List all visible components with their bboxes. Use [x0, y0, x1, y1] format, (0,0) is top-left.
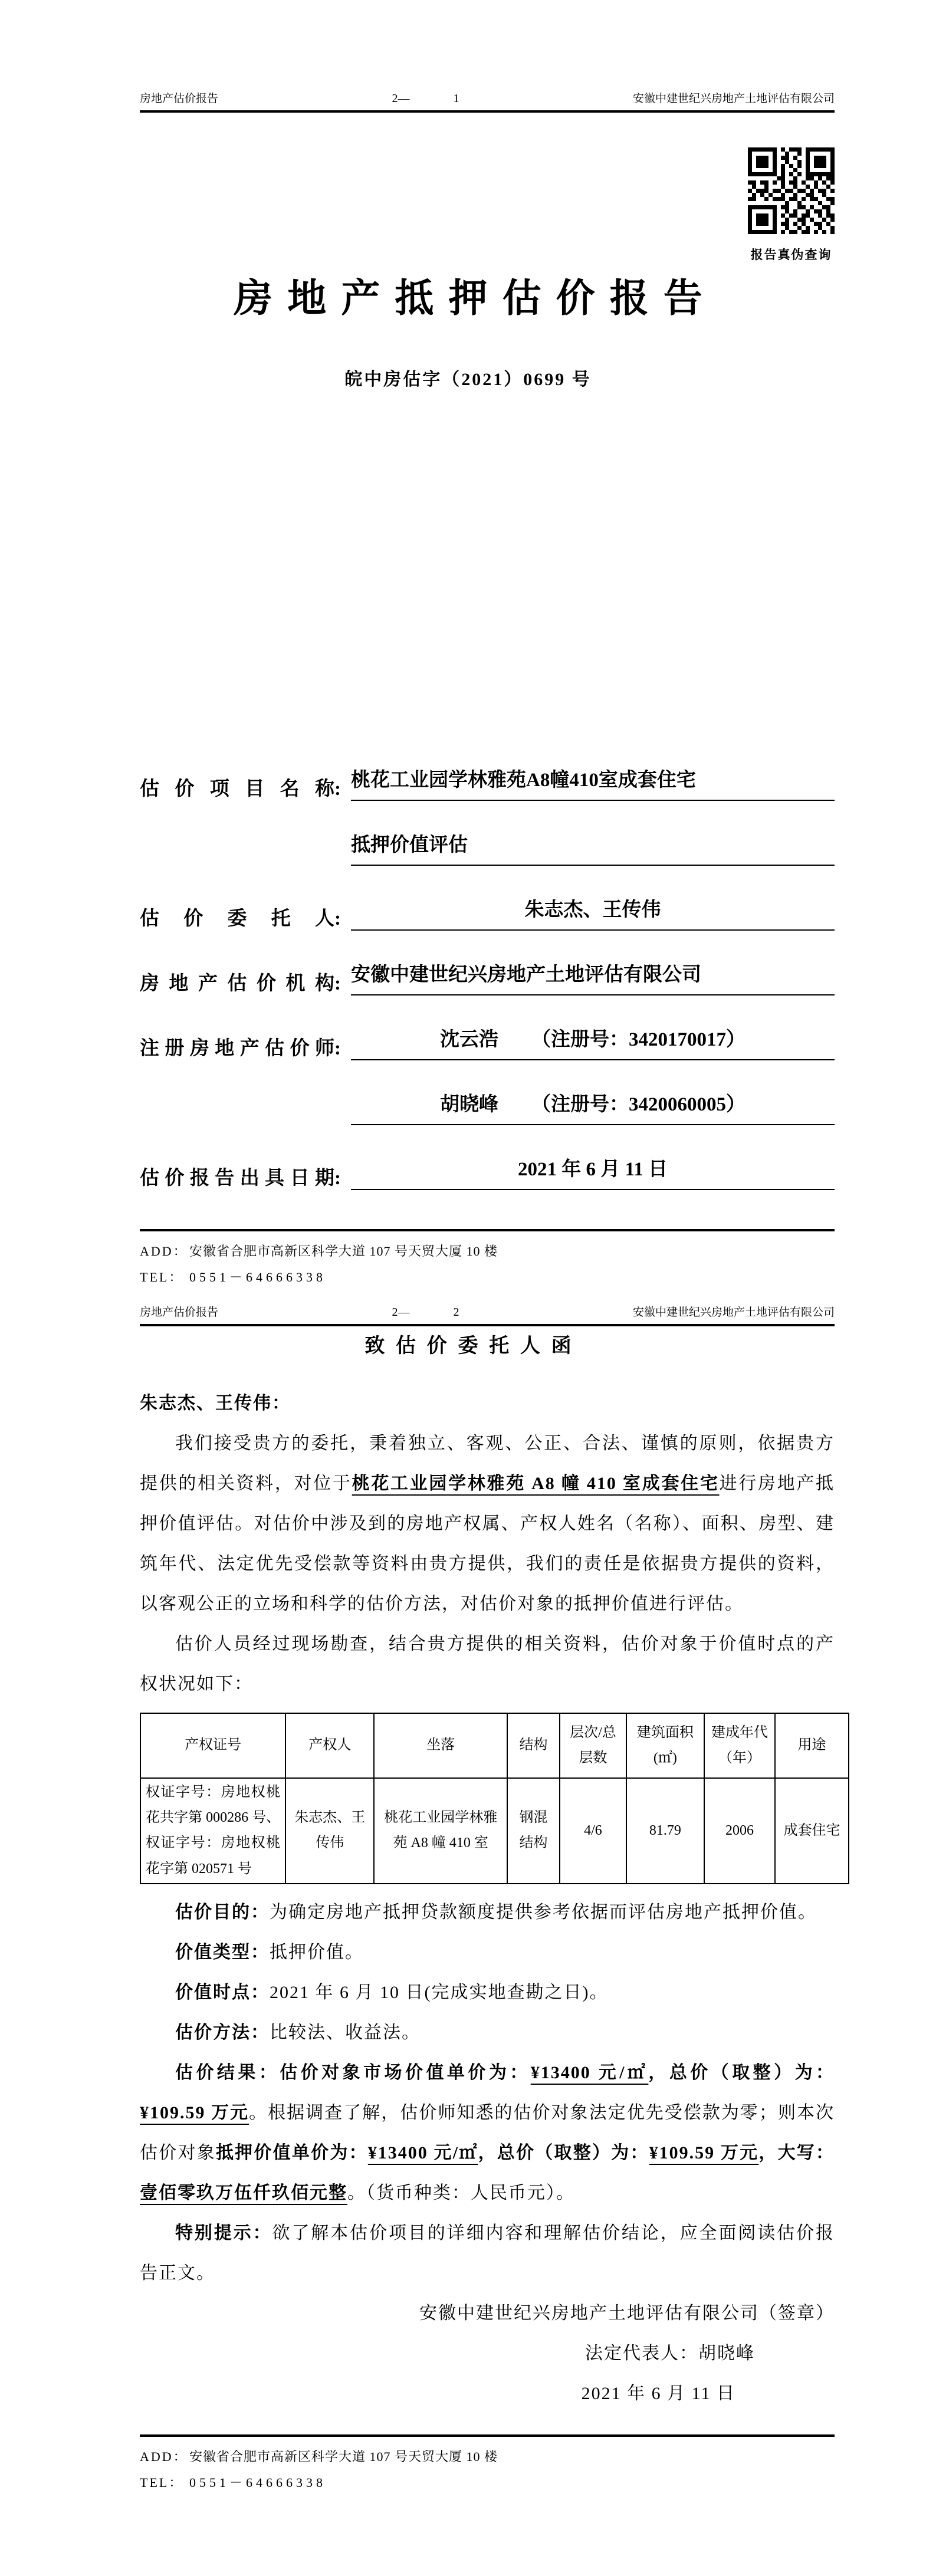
page-total: 2—	[392, 1306, 410, 1319]
field-report-date	[140, 1156, 835, 1190]
footer-address	[140, 2444, 835, 2470]
col-location: 坐落	[374, 1713, 507, 1778]
cell-floor: 4/6	[560, 1778, 626, 1884]
appraiser-reg-no: （注册号：3420060005）	[531, 1094, 745, 1115]
address-value: 安徽省合肥市高新区科学大道 107 号天贸大厦 10 楼	[189, 2449, 498, 2464]
signature-block	[140, 2294, 835, 2414]
col-certificate-no: 产权证号	[140, 1713, 285, 1778]
signature-company: 安徽中建世纪兴房地产土地评估有限公司（签章）	[419, 2303, 835, 2323]
item-label: 估价结果：	[175, 2062, 280, 2082]
item-value-date: 价值时点：2021 年 6 月 10 日(完成实地查勘之日)。	[175, 1982, 609, 2002]
letter-salutation: 朱志杰、王传伟：	[140, 1394, 291, 1413]
col-owner: 产权人	[285, 1713, 374, 1778]
field-value: 桃花工业园学林雅苑A8幢410室成套住宅	[351, 767, 835, 801]
field-client	[140, 896, 835, 931]
subject-property-highlight: 桃花工业园学林雅苑 A8 幢 410 室成套住宅	[352, 1474, 720, 1493]
qr-block	[748, 147, 835, 263]
letter-title: 致估价委托人函	[364, 1335, 583, 1357]
page-current: 1	[453, 92, 459, 105]
item-label: 估价目的：	[175, 1902, 270, 1922]
cover-fields	[140, 767, 835, 1221]
page2-footer	[140, 2434, 835, 2496]
running-header-company: 安徽中建世纪兴房地产土地评估有限公司	[632, 93, 835, 105]
telephone-value: 0551－64666338	[189, 1270, 327, 1284]
page2-running-header	[140, 1303, 835, 1326]
qr-caption: 报告真伪查询	[750, 248, 832, 262]
item-label: 价值时点：	[175, 1982, 270, 2002]
property-table	[140, 1713, 849, 1884]
footer-telephone	[140, 1264, 835, 1290]
field-project-name-line2	[140, 832, 835, 866]
col-usage: 用途	[775, 1713, 849, 1778]
item-special-note: 特别提示：欲了解本估价项目的详细内容和理解估价结论，应全面阅读估价报告正文。	[140, 2223, 835, 2283]
telephone-label: TEL：	[140, 2475, 184, 2490]
table-row	[140, 1778, 849, 1884]
field-label: 估价报告出具日期	[140, 1168, 334, 1189]
cell-structure: 钢混结构	[507, 1778, 560, 1884]
field-appraiser-1	[140, 1026, 835, 1060]
col-structure: 结构	[507, 1713, 560, 1778]
field-appraiser-2	[140, 1091, 835, 1125]
page-2	[0, 1302, 936, 2576]
letter-body	[140, 1384, 840, 2414]
total-price-value: ¥109.59 万元	[140, 2102, 249, 2122]
page-total: 2—	[392, 92, 410, 105]
appraiser-name: 胡晓峰	[440, 1094, 498, 1115]
field-colon: :	[334, 778, 341, 800]
letter-paragraph-1: 我们接受贵方的委托，秉着独立、客观、公正、合法、谨慎的原则，依据贵方提供的相关资料，对位于桃花工业园学林雅苑 A8 幢 410 室成套住宅进行房地产抵押价值评估。对估价中涉及到的房地产权属、产权人姓名（名称）、面积、房型、建筑年代、法定优先受偿款等资料由贵方提供，我们的责任是依据贵方提供的资料，以客观公正的立场和科学的估价方法，对估价对象的抵押价值进行评估。	[140, 1434, 835, 1614]
item-purpose: 估价目的：为确定房地产抵押贷款额度提供参考依据而评估房地产抵押价值。	[175, 1902, 817, 1922]
amount-in-words: 壹佰零玖万伍仟玖佰元整	[140, 2183, 347, 2203]
cell-owner: 朱志杰、王传伟	[285, 1778, 374, 1884]
page1-running-header	[140, 90, 835, 113]
field-value: 安徽中建世纪兴房地产土地评估有限公司	[351, 961, 835, 995]
page-current: 2	[453, 1306, 459, 1319]
qr-code-icon	[748, 147, 835, 234]
col-year-built: 建成年代（年）	[704, 1713, 775, 1778]
footer-telephone	[140, 2470, 835, 2496]
mortgage-total-price-value: ¥109.59 万元	[649, 2143, 759, 2163]
cell-certificate-no: 权证字号：房地权桃花共字第 000286 号、权证字号：房地权桃花字第 020571 号	[140, 1778, 285, 1884]
running-header-company: 安徽中建世纪兴房地产土地评估有限公司	[632, 1306, 835, 1319]
running-header-title: 房地产估价报告	[140, 93, 219, 105]
mortgage-unit-price-value: ¥13400 元/㎡	[367, 2143, 478, 2163]
field-label: 估价委托人	[140, 908, 334, 929]
item-method: 估价方法：比较法、收益法。	[175, 2022, 421, 2042]
field-value	[351, 1091, 835, 1125]
field-value: 抵押价值评估	[351, 832, 835, 866]
field-label: 估价项目名称	[140, 778, 334, 800]
cell-year-built: 2006	[704, 1778, 775, 1884]
item-value-type: 价值类型：抵押价值。	[175, 1942, 364, 1962]
field-colon: :	[334, 1038, 341, 1059]
telephone-value: 0551－64666338	[189, 2475, 327, 2490]
signature-legal-representative: 法定代表人：胡晓峰	[585, 2343, 755, 2363]
appraiser-reg-no: （注册号：3420170017）	[531, 1029, 745, 1050]
field-project-name	[140, 767, 835, 801]
report-doc-number: 皖中房估字（2021）0699 号	[344, 370, 592, 389]
field-agency	[140, 961, 835, 995]
col-floor-area: 建筑面积(㎡)	[626, 1713, 704, 1778]
page-number	[392, 1306, 459, 1319]
address-value: 安徽省合肥市高新区科学大道 107 号天贸大厦 10 楼	[189, 1244, 498, 1259]
field-value: 朱志杰、王传伟	[351, 896, 835, 931]
appraiser-name: 沈云浩	[440, 1029, 498, 1050]
cell-location: 桃花工业园学林雅苑 A8 幢 410 室	[374, 1778, 507, 1884]
item-label: 估价方法：	[175, 2022, 270, 2042]
report-title: 房地产抵押估价报告	[234, 277, 717, 320]
unit-price-value: ¥13400 元/㎡	[530, 2062, 649, 2082]
letter-paragraph-2: 估价人员经过现场勘查，结合贵方提供的相关资料，估价对象于价值时点的产权状况如下：	[140, 1634, 835, 1694]
address-label: ADD：	[140, 2449, 188, 2464]
field-colon: :	[334, 908, 341, 929]
page-number	[392, 92, 459, 106]
table-header-row	[140, 1713, 849, 1778]
field-value	[351, 1026, 835, 1060]
field-value: 2021 年 6 月 11 日	[351, 1156, 835, 1190]
cell-usage: 成套住宅	[775, 1778, 849, 1884]
item-label: 价值类型：	[175, 1942, 270, 1962]
page1-footer	[140, 1229, 835, 1290]
cell-floor-area: 81.79	[626, 1778, 704, 1884]
telephone-label: TEL：	[140, 1270, 184, 1284]
col-floor: 层次/总层数	[560, 1713, 626, 1778]
running-header-title: 房地产估价报告	[140, 1306, 219, 1319]
item-result: 估价结果：估价对象市场价值单价为：¥13400 元/㎡，总价（取整）为：¥109.59 万元。根据调查了解，估价师知悉的估价对象法定优先受偿款为零；则本次估价对象抵押价值单价为：¥13400 元/㎡，总价（取整）为：¥109.59 万元，大写：壹佰零玖万伍仟玖佰元整。（货币种类：人民币元）。	[140, 2062, 835, 2203]
field-label: 注册房地产估价师	[140, 1038, 334, 1059]
signature-date: 2021 年 6 月 11 日	[581, 2383, 735, 2403]
footer-address	[140, 1238, 835, 1264]
field-colon: :	[334, 973, 341, 994]
address-label: ADD：	[140, 1244, 188, 1259]
field-colon: :	[334, 1168, 341, 1189]
field-label: 房地产估价机构	[140, 973, 334, 994]
item-label: 特别提示：	[175, 2223, 272, 2243]
